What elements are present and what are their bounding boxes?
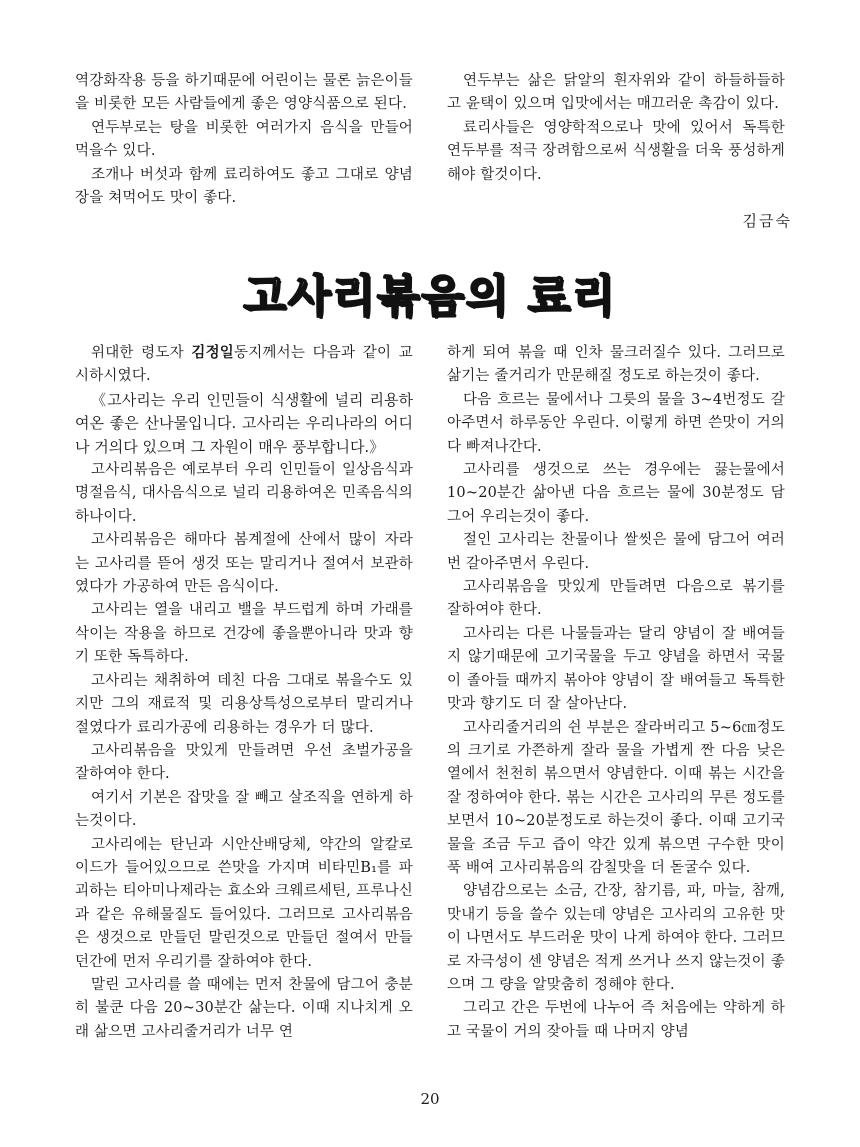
paragraph: 하게 되여 볶을 때 인차 물크러질수 있다. 그러므로 삶기는 줄거리가 만문해질 정도로 하는것이 좋다. (447, 345, 785, 385)
paragraph: 연두부로는 탕을 비롯한 여러가지 음식을 만들어먹을수 있다. (75, 119, 413, 160)
paragraph: 고사리를 생것으로 쓰는 경우에는 끓는물에서 10~20분간 삶아낸 다음 흐르는 물에 30분정도 담그어 우리는것이 좋다. (447, 462, 785, 525)
author-name: 김금숙 (742, 212, 792, 230)
article-title: 고사리볶음의 료리 (243, 271, 617, 322)
paragraph: 고사리볶음을 맛있게 만들려면 우선 초벌가공을 잘하여야 한다. (75, 742, 413, 783)
paragraph: 역강화작용 등을 하기때문에 어린이는 물론 늙은이들을 비롯한 모든 사람들에게 좋은 영양식품으로 된다. (75, 73, 413, 113)
body-left-column (75, 342, 413, 1044)
paragraph: 조개나 버섯과 함께 료리하여도 좋고 그대로 양념장을 쳐먹어도 맛이 좋다. (75, 166, 413, 207)
paragraph: 고사리줄거리의 쉰 부분은 잘라버리고 5~6㎝정도의 크기로 가쯘하게 잘라 물을 가볍게 짠 다음 낮은 열에서 천천히 볶으면서 양념한다. 이때 볶는 시간을 잘 정하여야 한다. 볶는 시간은 고사리의 무른 정도를 보면서 10~20분정도로 하는것이 좋다. 이때 고기국물을 조금 두고 즙이 약간 있게 볶으면 구수한 맛이 푹 배여 고사리볶음의 감칠맛을 더 돋굴수 있다. (447, 719, 785, 876)
paragraph: 여기서 기본은 잡맛을 잘 빼고 살조직을 연하게 하는것이다. (75, 789, 413, 830)
intro-before: 위대한 령도자 (91, 345, 192, 361)
leader-name: 김정일 (191, 345, 234, 361)
paragraph: 양념감으로는 소금, 간장, 참기름, 파, 마늘, 참깨, 맛내기 등을 쓸수 있는데 양념은 고사리의 고유한 맛이 나면서도 부드러운 맛이 나게 하여야 한다. 그러므로 자극성이 센 양념은 적게 쓰거나 쓰지 않는것이 좋으며 그 량을 알맞춤히 정해야 한다. (447, 883, 785, 993)
intro-after: 동지께서는 다음과 같이 교시하시였다. (75, 345, 413, 385)
paragraph: 절인 고사리는 찬물이나 쌀씻은 물에 담그어 여러번 갈아주면서 우린다. (447, 532, 785, 572)
paragraph: 고사리는 열을 내리고 밸을 부드럽게 하며 가래를 삭이는 작용을 하므로 건강에 좋을뿐아니라 맛과 향기 또한 독특하다. (75, 602, 413, 666)
paragraph: 다음 흐르는 물에서나 그릇의 물을 3~4번정도 갈아주면서 하루동안 우린다. 이렇게 하면 쓴맛이 거의다 빠져나간다. (447, 391, 785, 455)
paragraph: 료리사들은 영양학적으로나 맛에 있어서 독특한 연두부를 적극 장려함으로써 식생활을 더욱 풍성하게 해야 할것이다. (447, 119, 785, 183)
top-right-column (447, 70, 785, 187)
intro-paragraph (75, 342, 413, 389)
quote: 《고사리는 우리 인민들이 식생활에 널리 리용하여온 좋은 산나물입니다. 고사리는 우리나라의 어디나 거의다 있으며 그 자원이 매우 풍부합니다.》 (75, 390, 413, 456)
paragraph: 연두부는 삶은 닭알의 흰자위와 같이 하들하들하고 윤택이 있으며 입맛에서는 매끄러운 촉감이 있다. (447, 73, 785, 113)
paragraph: 고사리에는 탄닌과 시안산배당체, 약간의 알칼로이드가 들어있으므로 쓴맛을 가지며 비타민B₁를 파괴하는 티아미나제라는 효소와 크웨르세틴, 프루나신과 같은 유해물질도 들어있다. 그러므로 고사리볶음은 생것으로 만들던 말린것으로 만들던 절여서 만들던간에 먼저 우리기를 잘하여야 한다. (75, 836, 413, 970)
paragraph: 고사리는 다른 나물들과는 달리 양념이 잘 배여들지 않기때문에 고기국물을 두고 양념을 하면서 국물이 졸아들 때까지 볶아야 양념이 잘 배여들고 독특한 맛과 향기도 더 잘 살아난다. (447, 625, 785, 713)
paragraph: 말린 고사리를 쓸 때에는 먼저 찬물에 담그어 충분히 불쿤 다음 20~30분간 삶는다. 이때 지나치게 오래 삶으면 고사리줄거리가 너무 연 (75, 976, 413, 1040)
paragraph: 고사리볶음을 맛있게 만들려면 다음으로 볶기를 잘하여야 한다. (447, 579, 785, 619)
paragraph: 고사리볶음은 예로부터 우리 인민들이 일상음식과 명절음식, 대사음식으로 널리 리용하여온 민족음식의 하나이다. (75, 462, 413, 525)
page-number: 20 (420, 1090, 440, 1108)
top-left-column (75, 70, 413, 210)
body-right-column (447, 342, 785, 1044)
paragraph: 고사리는 채취하여 데친 다음 그대로 볶을수도 있지만 그의 재료적 및 리용상특성으로부터 말리거나 절였다가 료리가공에 리용하는 경우가 더 많다. (75, 672, 413, 736)
paragraph: 고사리볶음은 해마다 봄계절에 산에서 많이 자라는 고사리를 뜯어 생것 또는 말리거나 절여서 보관하였다가 가공하여 만든 음식이다. (75, 532, 413, 596)
paragraph: 그리고 간은 두번에 나누어 즉 처음에는 약하게 하고 국물이 거의 잦아들 때 나머지 양념 (447, 1000, 785, 1040)
